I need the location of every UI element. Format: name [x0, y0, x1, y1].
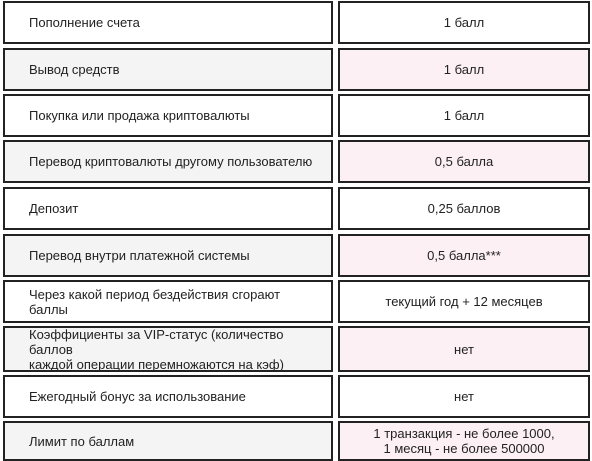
row-label: Перевод криптовалюты другому пользователю	[3, 140, 333, 183]
row-label: Вывод средств	[3, 48, 333, 91]
row-value: нет	[338, 326, 590, 372]
row-label: Пополнение счета	[3, 1, 333, 44]
row-label: Покупка или продажа криптовалюты	[3, 94, 333, 137]
row-value: 1 балл	[338, 1, 590, 44]
row-label: Перевод внутри платежной системы	[3, 234, 333, 277]
row-value: 1 транзакция - не более 1000, 1 месяц - не более 500000	[338, 421, 590, 461]
row-label: Лимит по баллам	[3, 421, 333, 461]
row-label: Коэффициенты за VIP-статус (количество баллов каждой операции перемножаются на кэф)	[3, 326, 333, 372]
row-value: 0,5 балла	[338, 140, 590, 183]
row-label: Депозит	[3, 187, 333, 230]
row-label: Через какой период бездействия сгорают баллы	[3, 280, 333, 323]
row-value: 0,5 балла***	[338, 234, 590, 277]
row-value: 1 балл	[338, 48, 590, 91]
row-label: Ежегодный бонус за использование	[3, 375, 333, 418]
row-value: нет	[338, 375, 590, 418]
row-value: 1 балл	[338, 94, 590, 137]
row-value: текущий год + 12 месяцев	[338, 280, 590, 323]
row-value: 0,25 баллов	[338, 187, 590, 230]
